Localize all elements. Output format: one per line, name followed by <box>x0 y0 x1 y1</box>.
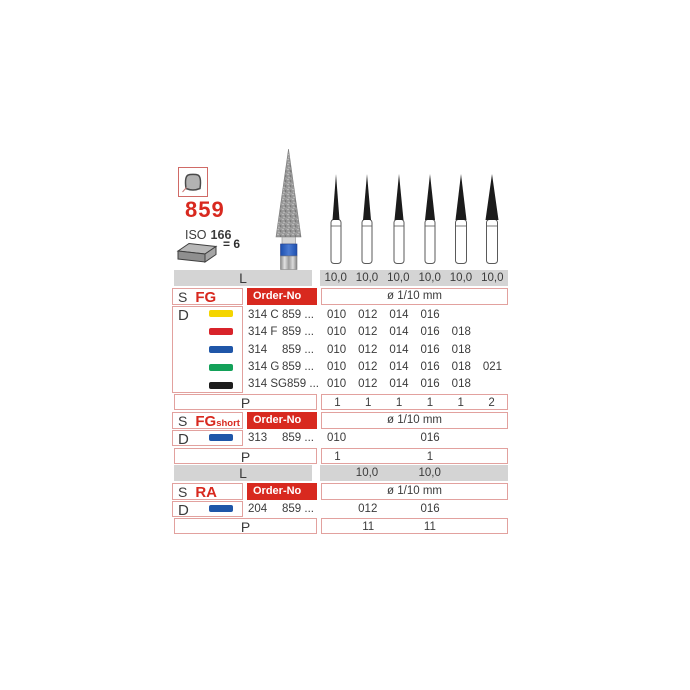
pack-value: 1 <box>426 397 434 409</box>
shank-type-suffix: short <box>216 418 240 429</box>
diameter-header: ø 1/10 mm <box>321 412 508 429</box>
order-code: 314 <box>248 343 268 356</box>
d-label: D <box>178 431 189 448</box>
catalog-ref: 859 ... <box>287 378 319 391</box>
pack-value <box>384 449 415 463</box>
length-values <box>320 270 508 286</box>
order-code: 314 SG <box>248 378 287 391</box>
size-value: 018 <box>451 360 471 373</box>
shank-type-ra: RA <box>195 484 218 501</box>
s-label: S <box>178 289 188 305</box>
size-value: 012 <box>358 343 378 356</box>
size-value: 010 <box>326 432 347 444</box>
size-value: 012 <box>358 326 378 339</box>
length-value <box>477 465 508 481</box>
ra-diameter-row <box>172 501 510 517</box>
bur-silhouette-021 <box>482 173 502 270</box>
ra-pack-row <box>172 518 510 534</box>
order-code: 314 F <box>248 326 278 339</box>
table-row <box>247 323 510 340</box>
length-value <box>383 465 414 481</box>
pack-values <box>321 448 508 464</box>
catalog-ref: 859 ... <box>282 432 314 444</box>
size-value: 010 <box>326 343 347 356</box>
pack-value <box>353 449 384 463</box>
pack-value: 1 <box>395 397 403 409</box>
iso-prefix: ISO <box>185 228 207 242</box>
bur-silhouette-014 <box>389 173 409 270</box>
fg-pack-row <box>172 394 510 410</box>
ra-shank-header-row <box>172 483 510 500</box>
size-value: 010 <box>326 378 347 391</box>
size-value: 012 <box>358 360 378 373</box>
length-value: 10,0 <box>418 272 441 284</box>
s-label: S <box>178 484 188 500</box>
ra-grit-box <box>172 501 243 517</box>
pack-value <box>476 449 507 463</box>
catalog-ref: 859 ... <box>282 326 314 339</box>
grit-swatch-black <box>209 382 233 389</box>
pack-value <box>445 519 476 533</box>
pack-value: 11 <box>362 521 375 533</box>
pack-value <box>322 519 353 533</box>
length-value: 10,0 <box>481 272 504 284</box>
s-label: S <box>178 413 188 429</box>
length-value: 10,0 <box>355 467 379 479</box>
length-value <box>320 465 351 481</box>
catalog-ref: 859 ... <box>282 360 314 373</box>
size-value: 014 <box>389 360 409 373</box>
pack-quantity: = 6 <box>223 237 241 251</box>
size-value: 014 <box>389 343 409 356</box>
size-value: 010 <box>326 308 347 321</box>
pack-value: 1 <box>365 397 372 409</box>
d-label: D <box>178 307 189 324</box>
length-value <box>445 465 476 481</box>
bur-silhouette-012 <box>357 173 377 270</box>
size-value: 012 <box>358 378 378 391</box>
catalog-ref: 859 ... <box>282 503 314 515</box>
ra-length-row <box>172 465 510 481</box>
catalog-ref: 859 ... <box>282 308 314 321</box>
bur-silhouette-010 <box>326 173 346 270</box>
table-row <box>247 376 510 393</box>
length-label: L <box>174 270 312 286</box>
product-code: 859 <box>185 197 225 222</box>
size-value: 016 <box>420 503 440 515</box>
length-label: L <box>174 465 312 481</box>
length-value: 10,0 <box>387 272 410 284</box>
fgshort-grit-box <box>172 430 243 446</box>
tooth-icon-box <box>178 167 208 197</box>
size-value: 016 <box>420 343 440 356</box>
length-values <box>320 465 508 481</box>
molar-tooth-icon <box>181 170 205 194</box>
table-row <box>247 501 510 517</box>
fg-grit-box <box>172 306 243 393</box>
grit-swatch-blue <box>209 434 233 441</box>
shank-type-fg: FG <box>195 289 217 306</box>
size-value: 014 <box>389 378 409 391</box>
pack-box-icon <box>175 240 219 271</box>
shank-type-box <box>172 412 243 429</box>
order-code: 314 G <box>248 360 280 373</box>
diameter-header: ø 1/10 mm <box>321 483 508 500</box>
diameter-header: ø 1/10 mm <box>321 288 508 305</box>
pack-value: 1 <box>334 451 341 463</box>
pack-value: 2 <box>488 397 495 409</box>
size-value: 018 <box>451 326 471 339</box>
bur-photo-large <box>262 148 315 275</box>
size-value: 010 <box>326 360 347 373</box>
pack-label: P <box>174 394 317 410</box>
shank-type-box <box>172 483 243 500</box>
pack-value: 1 <box>426 451 434 463</box>
grit-swatch-red <box>209 328 233 335</box>
grit-swatch-blue <box>209 505 233 512</box>
pack-value <box>445 449 476 463</box>
length-value: 10,0 <box>449 272 473 284</box>
shank-type-box <box>172 288 243 305</box>
shank-type-fgshort: FGshort <box>195 413 240 430</box>
pack-label: P <box>174 518 317 534</box>
size-value: 012 <box>358 308 378 321</box>
grit-swatch-yellow <box>209 310 233 317</box>
fg-shank-header-row <box>172 288 510 305</box>
order-code: 314 C <box>248 308 279 321</box>
size-value: 018 <box>451 378 471 391</box>
table-row <box>247 341 510 358</box>
size-value: 016 <box>420 308 440 321</box>
size-value: 016 <box>420 360 440 373</box>
pack-value <box>384 519 415 533</box>
pack-values <box>321 518 508 534</box>
table-row <box>247 306 510 323</box>
order-no-header: Order-No <box>247 412 317 429</box>
fg-order-rows <box>247 306 510 393</box>
size-value: 021 <box>482 360 503 373</box>
grit-swatch-green <box>209 364 233 371</box>
table-row <box>247 358 510 375</box>
pack-label: P <box>174 448 317 464</box>
pack-value: 1 <box>457 397 464 409</box>
iso-code: 166 <box>210 228 232 242</box>
length-value: 10,0 <box>418 467 441 479</box>
order-no-header: Order-No <box>247 483 317 500</box>
fgshort-diameter-row <box>172 430 510 446</box>
size-value: 016 <box>420 378 440 391</box>
pack-values <box>321 394 508 410</box>
order-no-header: Order-No <box>247 288 317 305</box>
order-code: 313 <box>248 432 268 444</box>
size-value: 014 <box>389 326 409 339</box>
fgshort-pack-row <box>172 448 510 464</box>
size-value: 018 <box>451 343 471 356</box>
size-value: 016 <box>420 432 440 444</box>
grit-swatches <box>209 310 233 389</box>
grit-swatch-blue <box>209 346 233 353</box>
pack-value: 11 <box>423 521 436 533</box>
product-sheet <box>172 148 512 548</box>
size-value: 016 <box>420 326 440 339</box>
size-value: 014 <box>389 308 409 321</box>
pack-value <box>476 519 507 533</box>
d-label: D <box>178 502 189 519</box>
catalog-ref: 859 ... <box>282 343 314 356</box>
bur-silhouette-018 <box>451 173 471 270</box>
length-value: 10,0 <box>355 272 379 284</box>
size-value: 010 <box>326 326 347 339</box>
size-value: 012 <box>358 503 378 515</box>
length-header-row <box>172 270 510 286</box>
table-row <box>247 430 510 446</box>
length-value: 10,0 <box>324 272 347 284</box>
bur-silhouette-016 <box>420 173 440 270</box>
fgshort-shank-header-row <box>172 412 510 429</box>
pack-value: 1 <box>334 397 341 409</box>
fg-diameter-block <box>172 306 510 393</box>
order-code: 204 <box>248 503 268 515</box>
